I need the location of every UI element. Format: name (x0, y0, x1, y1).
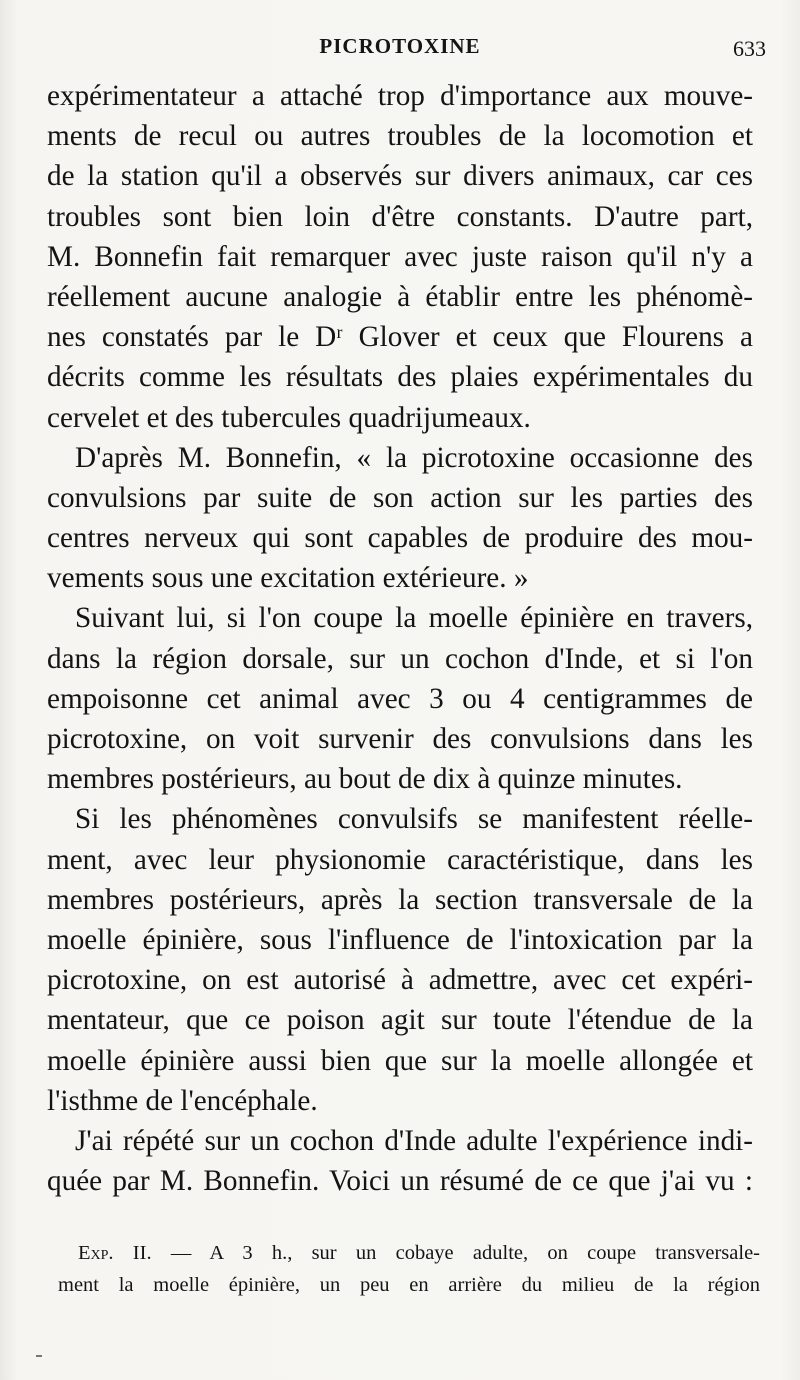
text-line: l'isthme de l'encéphale. (47, 1084, 318, 1117)
text-line: Si les phénomènes convulsifs se manifestent réelle- (75, 803, 753, 836)
page-number: 633 (733, 36, 766, 61)
text-line: ments de recul ou autres troubles de la locomotion et (47, 120, 753, 153)
text-line: Suivant lui, si l'on coupe la moelle épinière en travers, (75, 602, 753, 635)
text-line: troubles sont bien loin d'être constants. D'autre part, (47, 200, 753, 233)
note-line (58, 1237, 760, 1269)
text-line: de la station qu'il a observés sur divers animaux, car ces (47, 160, 753, 193)
text-line: D'après M. Bonnefin, « la picrotoxine occasionne des (75, 441, 753, 474)
main-text (47, 76, 753, 1201)
text-line: réellement aucune analogie à établir entre les phénomè- (47, 280, 753, 313)
text-line: picrotoxine, on est autorisé à admettre, avec cet expéri- (47, 964, 753, 997)
text-line: expérimentateur a attaché trop d'importance aux mouve- (47, 80, 753, 112)
text-line: membres postérieurs, après la section transversale de la (47, 883, 753, 916)
text-line: J'ai répété sur un cochon d'Inde adulte l'expérience indi- (75, 1124, 753, 1157)
running-title: PICROTOXINE (319, 34, 481, 58)
text-line: décrits comme les résultats des plaies expérimentales du (47, 361, 753, 394)
text-line: quée par M. Bonnefin. Voici un résumé de ce que j'ai vu : (47, 1165, 753, 1198)
note-line-text: — A 3 h., sur un cobaye adulte, on coupe transversale- (151, 1242, 761, 1264)
print-mark (36, 1355, 42, 1357)
experiment-note (58, 1237, 760, 1301)
text-line: centres nerveux qui sont capables de produire des mou- (47, 522, 753, 555)
text-line: cervelet et des tubercules quadrijumeaux. (47, 401, 531, 434)
text-line: dans la région dorsale, sur un cochon d'Inde, et si l'on (47, 642, 753, 675)
text-line: ment, avec leur physionomie caractéristique, dans les (47, 843, 753, 876)
text-line: M. Bonnefin fait remarquer avec juste raison qu'il n'y a (47, 240, 753, 273)
text-line: nes constatés par le Dʳ Glover et ceux que Flourens a (47, 321, 753, 354)
page-header (0, 34, 800, 64)
text-line: mentateur, que ce poison agit sur toute l'étendue de la (47, 1004, 753, 1037)
text-line: convulsions par suite de son action sur les parties des (47, 481, 753, 514)
text-line: moelle épinière aussi bien que sur la moelle allongée et (47, 1044, 753, 1077)
text-line: moelle épinière, sous l'influence de l'intoxication par la (47, 923, 753, 956)
experiment-label: Exp. II. (78, 1242, 152, 1264)
text-line: membres postérieurs, au bout de dix à quinze minutes. (47, 763, 683, 796)
text-line: empoisonne cet animal avec 3 ou 4 centigrammes de (47, 682, 753, 715)
note-line: ment la moelle épinière, un peu en arrière du milieu de la région (58, 1274, 760, 1296)
text-line: picrotoxine, on voit survenir des convulsions dans les (47, 723, 753, 755)
text-line: vements sous une excitation extérieure. » (47, 562, 529, 595)
